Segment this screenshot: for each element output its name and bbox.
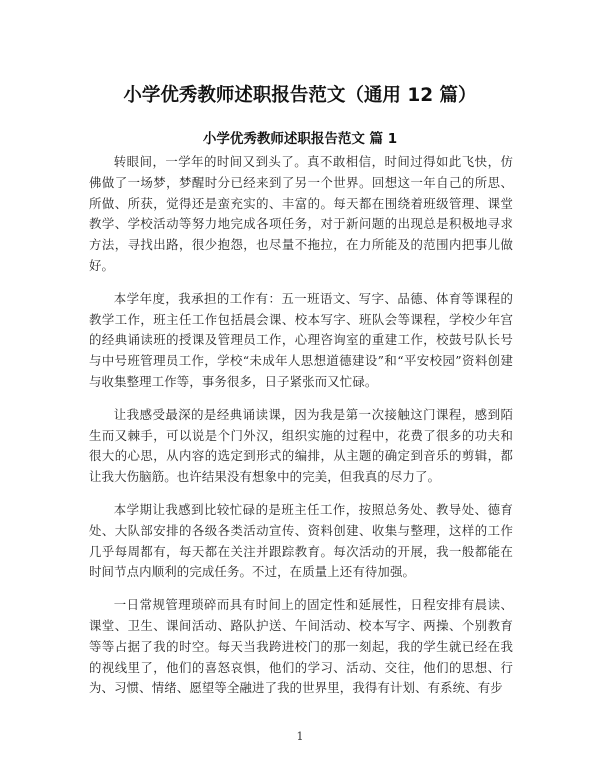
paragraph-5: 一日常规管理琐碎而具有时间上的固定性和延展性，日程安排有晨读、课堂、卫生、课间活动、路队护送、午间活动、校本写字、两操、个别教育等等占据了我的时空。每天当我跨进校门的那一刻起，我的学生就已经在我的视线里了，他们的喜怒哀惧，他们的学习、活动、交往，他们的思想、行为、习惯、情绪、愿望等全融进了我的世界里，我得有计划、有系统、有步 [89,597,513,696]
paragraph-4: 本学期让我感到比较忙碌的是班主任工作，按照总务处、教导处、德育处、大队部安排的各级各类活动宣传、资料创建、收集与整理，这样的工作几乎每周都有，每天都在关注并跟踪教育。每次活动的开展，我一般都能在时间节点内顺利的完成任务。不过，在质量上还有待加强。 [89,501,513,580]
paragraph-1: 转眼间，一学年的时间又到头了。真不敢相信，时间过得如此飞快，仿佛做了一场梦，梦醒时分已经来到了另一个世界。回想这一年自己的所思、所做、所获，觉得还是蛮充实的、丰富的。每天都在围绕着班级管理、课堂教学、学校活动等努力地完成各项任务，对于新问题的出现总是积极地寻求方法，寻找出路，很少抱怨，也尽量不拖拉，在力所能及的范围内把事儿做好。 [89,154,513,273]
paragraph-2: 本学年度，我承担的工作有：五一班语文、写字、品德、体育等课程的教学工作，班主任工作包括晨会课、校本写字、班队会等课程，学校少年宫的经典诵读班的授课及管理员工作，心理咨询室的重建工作，校鼓号队长号与中号班管理员工作，学校“未成年人思想道德建设”和“平安校园”资料创建与收集整理工作等，事务很多，日子紧张而又忙碌。 [89,290,513,389]
document-title: 小学优秀教师述职报告范文（通用 12 篇） [123,85,477,106]
section-title: 小学优秀教师述职报告范文 篇 1 [202,131,398,147]
paragraph-3: 让我感受最深的是经典诵读课，因为我是第一次接触这门课程，感到陌生而又棘手，可以说是个门外汉，组织实施的过程中，花费了很多的功夫和很大的心思，从内容的选定到形式的编排，从主题的确定到音乐的剪辑，都让我大伤脑筋。也许结果没有想象中的完美，但我真的尽力了。 [89,406,513,485]
document-body [89,152,513,711]
page-number: 1 [296,730,304,743]
